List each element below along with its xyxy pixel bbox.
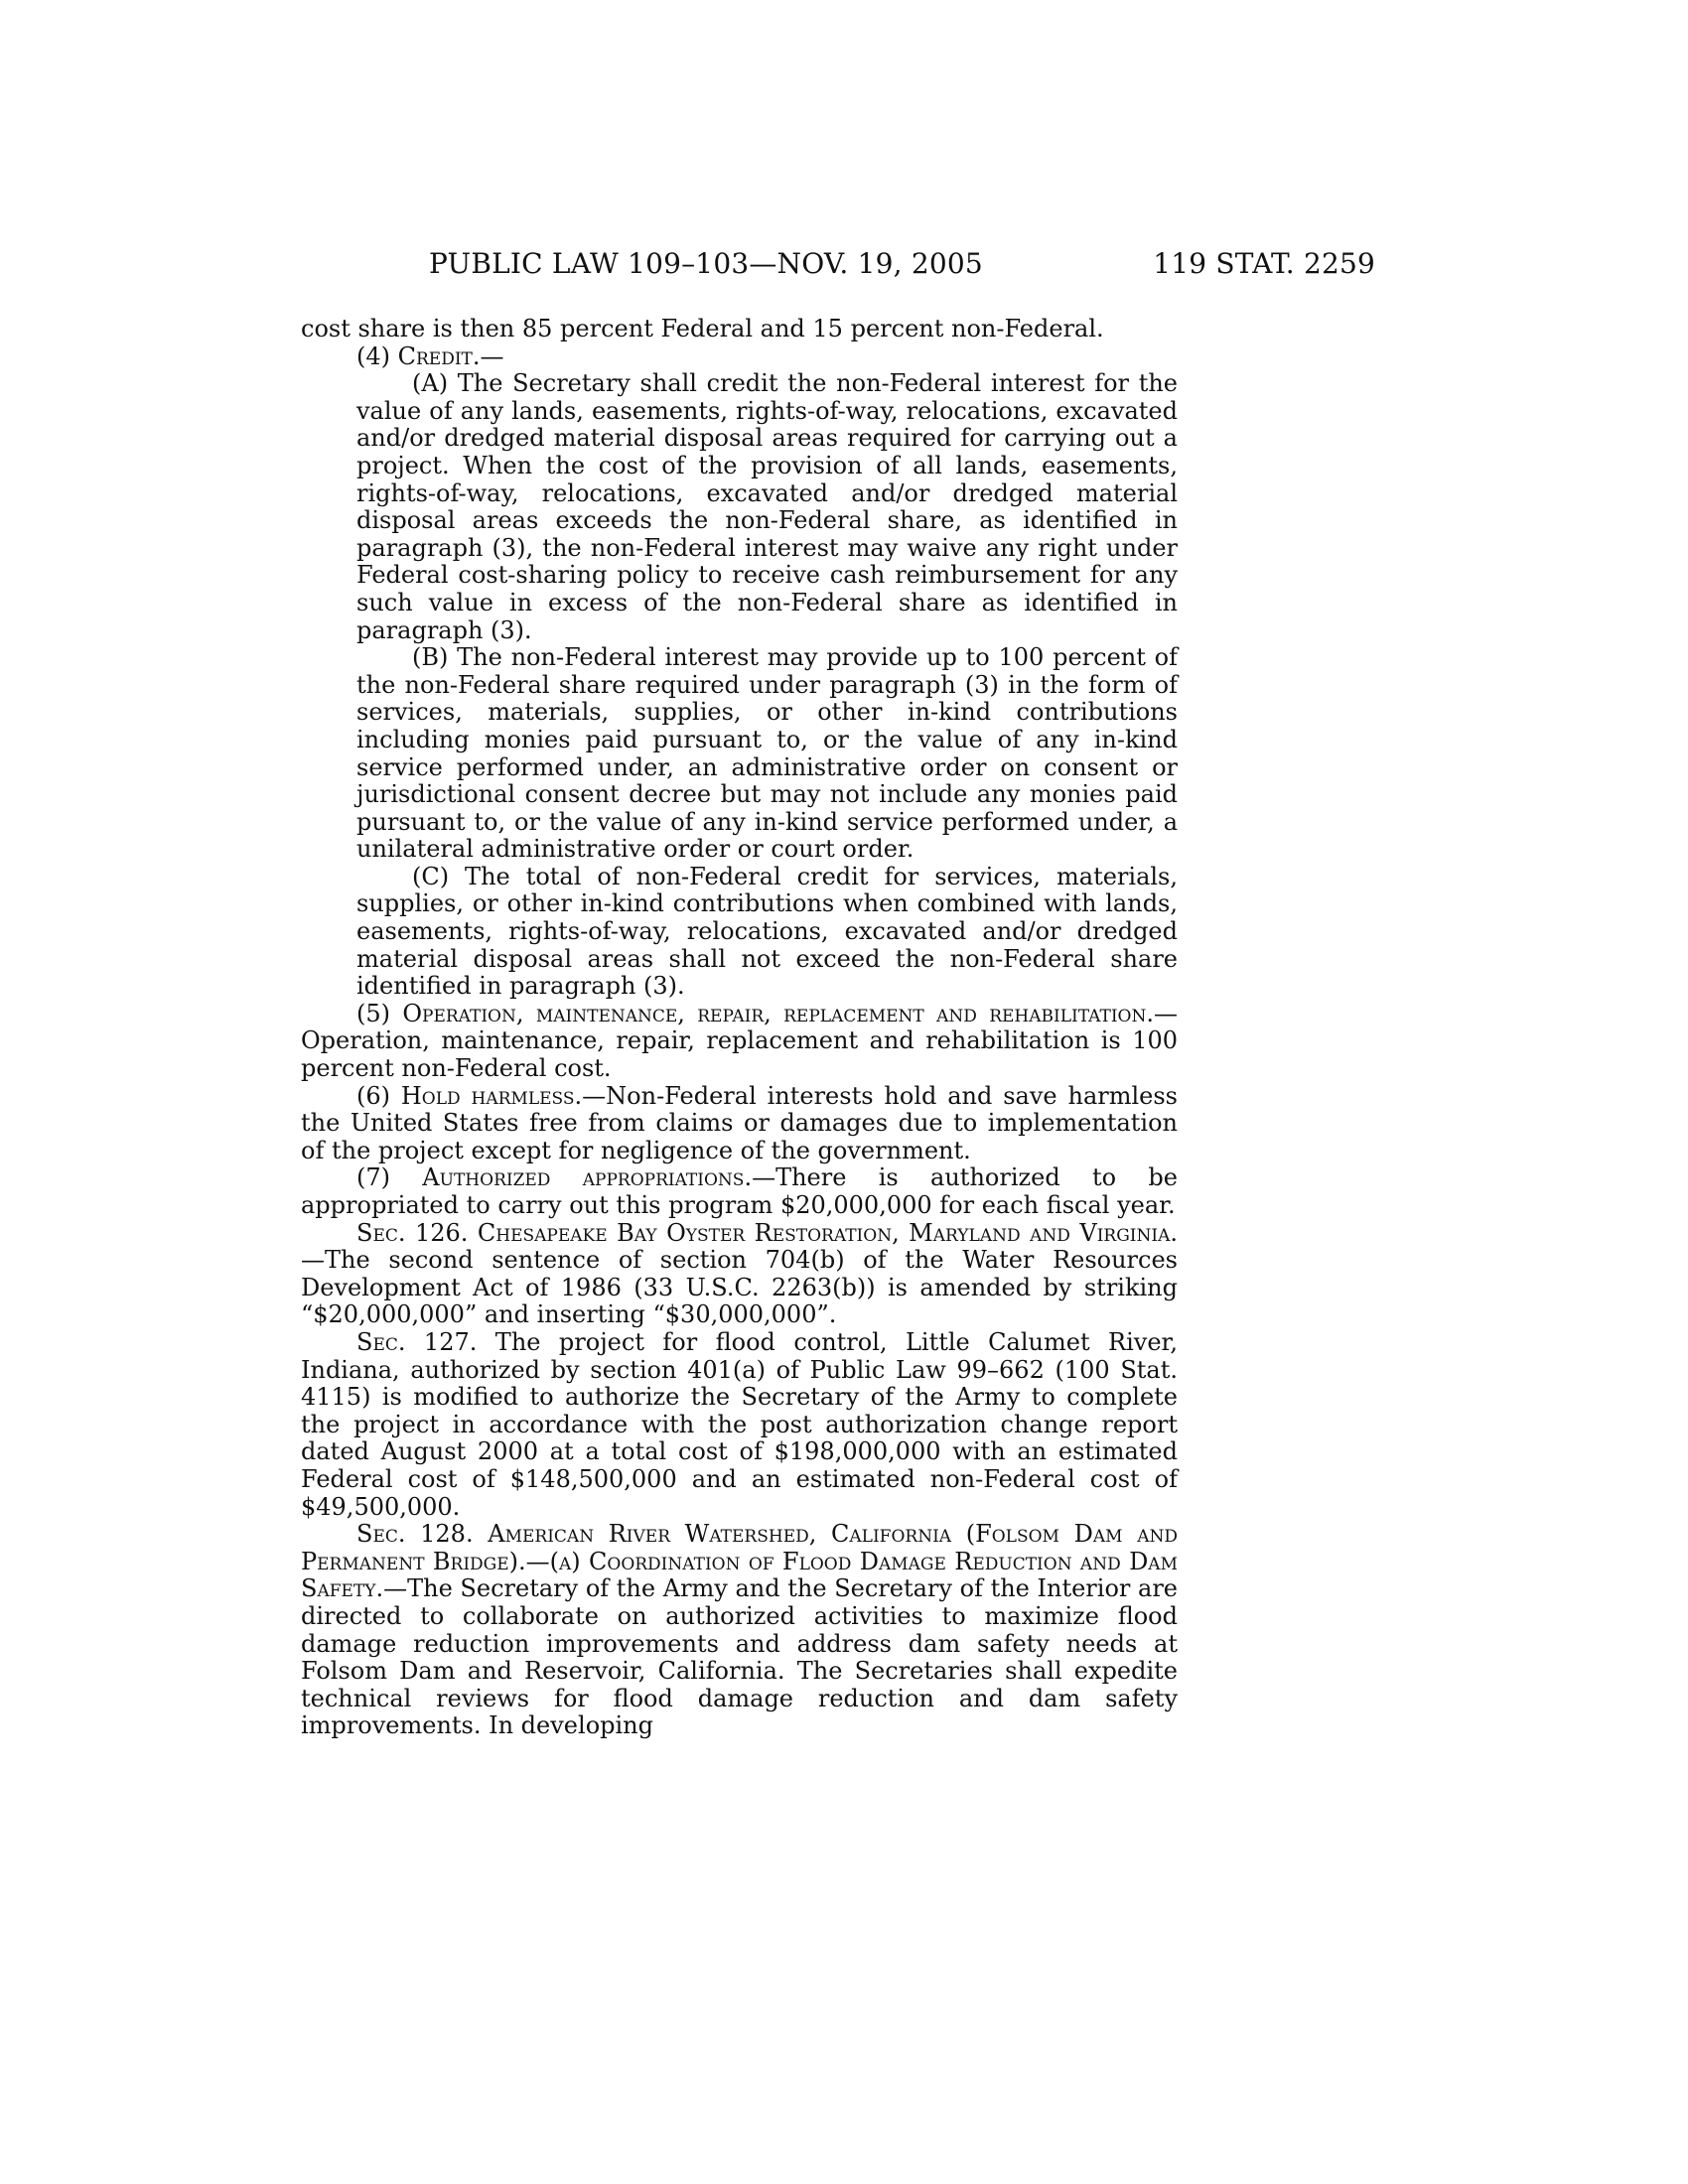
public-law-citation: PUBLIC LAW 109–103—NOV. 19, 2005 xyxy=(429,247,983,280)
law-text-body xyxy=(301,316,1178,1740)
statute-page-number: 119 STAT. 2259 xyxy=(1153,247,1375,280)
subparagraph-a: (A) The Secretary shall credit the non-Federal interest for the value of any lands, easements, rights-of-way, relocations, excavated and/or dredged material disposal areas required for carrying out a project. When the cost of the provision of all lands, easements, rights-of-way, relocations, excavated and/or dredged material disposal areas exceeds the non-Federal share, as identified in paragraph (3), the non-Federal interest may waive any right under Federal cost-sharing policy to receive cash reimbursement for any such value in excess of the non-Federal share as identified in paragraph (3). xyxy=(356,369,1178,644)
subparagraph-c: (C) The total of non-Federal credit for services, materials, supplies, or other in-kind contributions when combined with lands, easements, rights-of-way, relocations, excavated and/or dredged material disposal areas shall not exceed the non-Federal share identified in paragraph (3). xyxy=(356,862,1178,1001)
paragraph-cost-share: cost share is then 85 percent Federal and 15 percent non-Federal. xyxy=(301,315,1104,342)
paragraph-6: (6) Hold harmless.—Non-Federal interests hold and save harmless the United States free from claims or damages due to implementation of the project except for negligence of the government. xyxy=(301,1081,1178,1164)
section-127: Sec. 127. The project for flood control, Little Calumet River, Indiana, authorized by section 401(a) of Public Law 99–662 (100 Stat. 4115) is modified to authorize the Secretary of the Army to complete the project in accordance with the post authorization change report dated August 2000 at a total cost of $198,000,000 with an estimated Federal cost of $148,500,000 and an estimated non-Federal cost of $49,500,000. xyxy=(301,1327,1179,1521)
section-128: Sec. 128. American River Watershed, California (Folsom Dam and Permanent Bridge).—(a) Coordination of Flood Damage Reduction and Dam Safety.—The Secretary of the Army and the Secretary of the Interior are directed to collaborate on authorized activities to maximize flood damage reduction improvements and address dam safety needs at Folsom Dam and Reservoir, California. The Secretaries shall expedite technical reviews for flood damage reduction and dam safety improvements. In developing xyxy=(301,1520,1178,1740)
section-126: Sec. 126. Chesapeake Bay Oyster Restoration, Maryland and Virginia.—The second sentence of section 704(b) of the Water Resources Development Act of 1986 (33 U.S.C. 2263(b)) is amended by striking “$20,000,000” and inserting “$30,000,000”. xyxy=(301,1218,1178,1329)
paragraph-5: (5) Operation, maintenance, repair, replacement and rehabilitation.—Operation, maintenance, repair, replacement and rehabilitation is 100 percent non-Federal cost. xyxy=(301,999,1178,1083)
paragraph-7: (7) Authorized appropriations.—There is authorized to be appropriated to carry out this program $20,000,000 for each fiscal year. xyxy=(301,1163,1178,1219)
paragraph-4-heading: (4) Credit.— xyxy=(356,341,504,370)
subparagraph-b: (B) The non-Federal interest may provide up to 100 percent of the non-Federal share required under paragraph (3) in the form of services, materials, supplies, or other in-kind contributions including monies paid pursuant to, or the value of any in-kind service performed under, an administrative order on consent or jurisdictional consent decree but may not include any monies paid pursuant to, or the value of any in-kind service performed under, a unilateral administrative order or court order. xyxy=(356,643,1178,864)
